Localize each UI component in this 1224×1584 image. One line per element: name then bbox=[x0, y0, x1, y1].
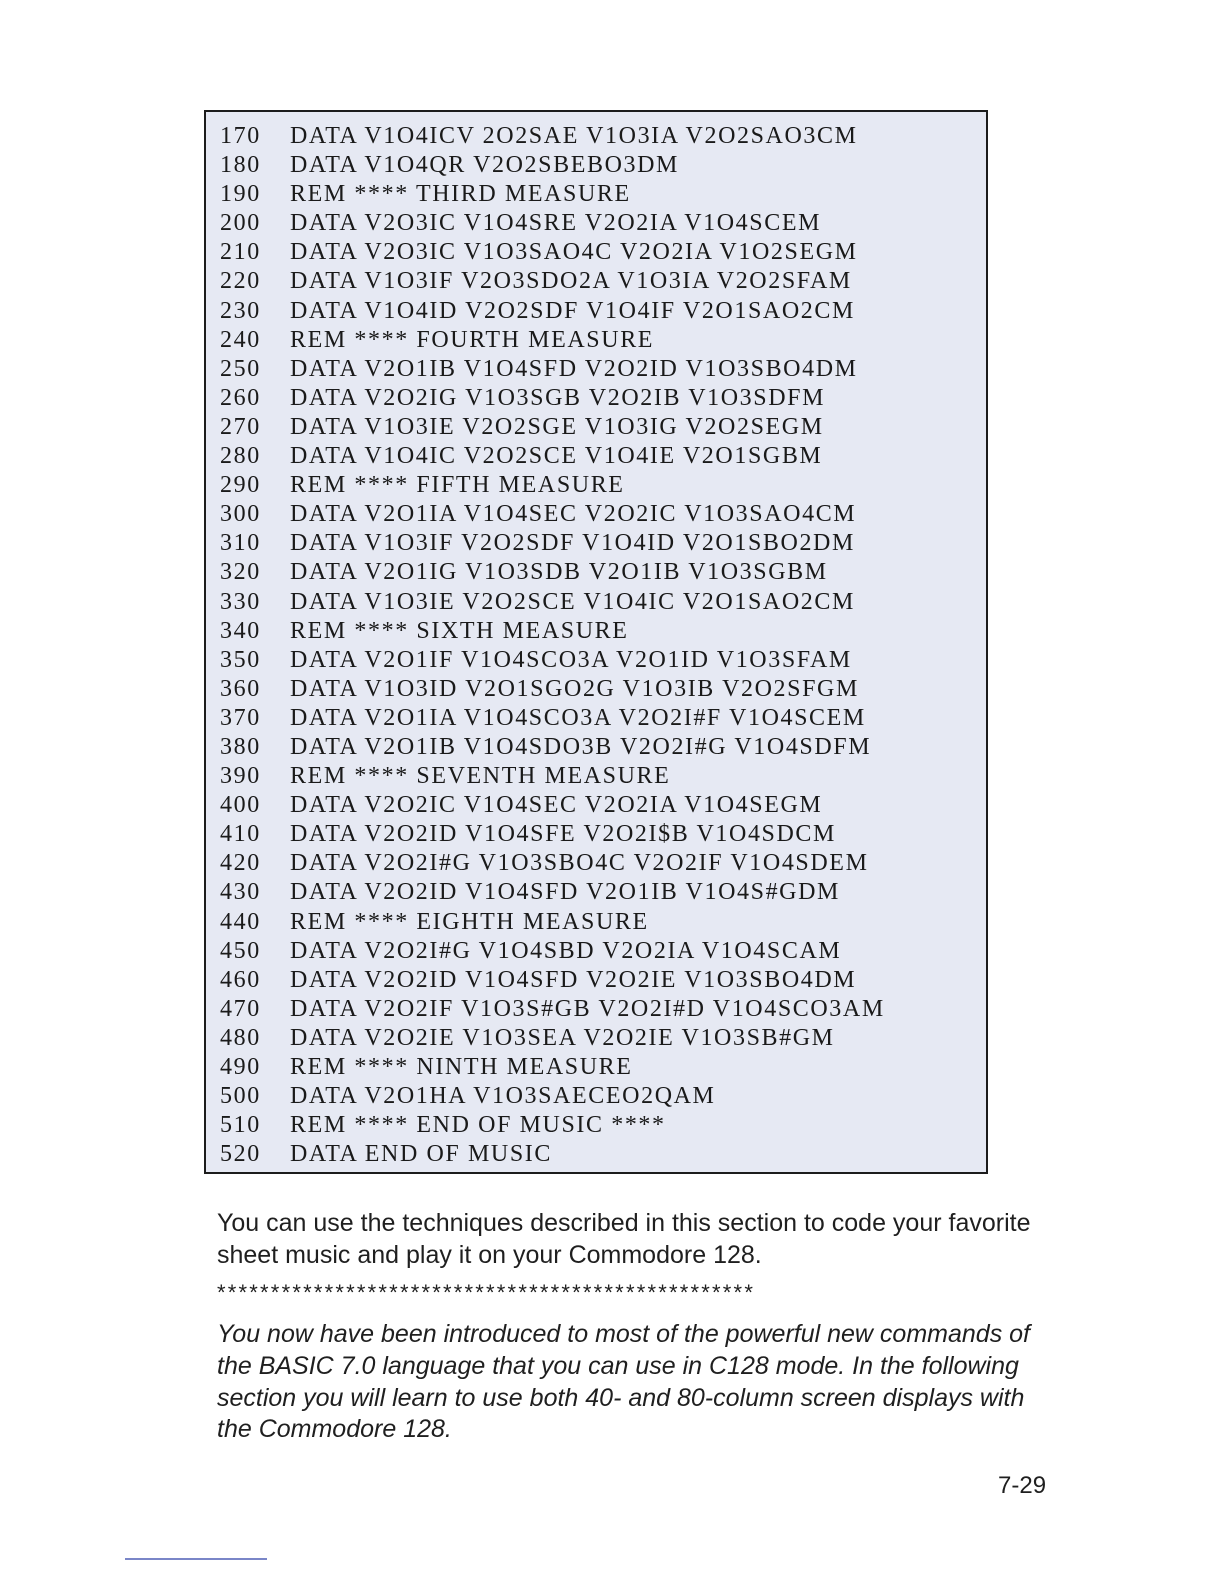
line-statement: DATA V2O2ID V1O4SFD V2O1IB V1O4S#GDM bbox=[290, 879, 840, 906]
line-number: 340 bbox=[220, 617, 261, 644]
line-statement: REM **** FOURTH MEASURE bbox=[290, 326, 655, 353]
line-statement: REM **** END OF MUSIC **** bbox=[290, 1112, 666, 1139]
footer-rule bbox=[125, 1558, 267, 1560]
line-number: 510 bbox=[220, 1112, 261, 1139]
line-statement: DATA V2O2I#G V1O3SBO4C V2O2IF V1O4SDEM bbox=[290, 850, 869, 877]
line-number: 380 bbox=[220, 733, 261, 760]
line-statement: DATA V1O4ICV 2O2SAE V1O3IA V2O2SAO3CM bbox=[290, 123, 858, 149]
code-line bbox=[220, 908, 986, 937]
line-number: 250 bbox=[220, 355, 261, 382]
code-line bbox=[220, 791, 986, 820]
line-statement: DATA V1O3IE V2O2SCE V1O4IC V2O1SAO2CM bbox=[290, 588, 855, 615]
line-statement: DATA V2O2I#G V1O4SBD V2O2IA V1O4SCAM bbox=[290, 937, 842, 964]
code-line bbox=[220, 704, 986, 733]
code-line bbox=[220, 209, 986, 238]
line-number: 360 bbox=[220, 675, 261, 702]
line-statement: DATA V2O1IF V1O4SCO3A V2O1ID V1O3SFAM bbox=[290, 646, 852, 673]
code-line bbox=[220, 442, 986, 471]
line-statement: DATA V2O2IE V1O3SEA V2O2IE V1O3SB#GM bbox=[290, 1024, 835, 1051]
line-number: 470 bbox=[220, 995, 261, 1022]
line-number: 190 bbox=[220, 181, 261, 208]
line-statement: DATA V2O2IG V1O3SGB V2O2IB V1O3SDFM bbox=[290, 384, 826, 411]
page-number: 7-29 bbox=[998, 1472, 1047, 1499]
line-number: 180 bbox=[220, 152, 261, 179]
line-number: 450 bbox=[220, 937, 261, 964]
code-line bbox=[220, 297, 986, 326]
line-number: 490 bbox=[220, 1054, 261, 1080]
line-number: 200 bbox=[220, 210, 261, 237]
line-statement: REM **** FIFTH MEASURE bbox=[290, 472, 625, 499]
line-statement: DATA V2O1IG V1O3SDB V2O1IB V1O3SGBM bbox=[290, 559, 828, 586]
line-number: 290 bbox=[220, 472, 261, 499]
line-number: 240 bbox=[220, 326, 261, 353]
code-line bbox=[220, 675, 986, 704]
line-statement: DATA V2O2IC V1O4SEC V2O2IA V1O4SEGM bbox=[290, 792, 823, 819]
italic-note: You now have been introduced to most of the powerful new commands of the BASIC 7.0 language that you can use in C128 mode. In the following section you will learn to use both 40- and 80-column screen displays with the Commodore 128. bbox=[217, 1320, 1030, 1444]
line-number: 330 bbox=[220, 588, 261, 615]
code-line bbox=[220, 267, 986, 296]
line-statement: DATA V2O1HA V1O3SAECEO2QAM bbox=[290, 1083, 716, 1110]
line-statement: REM **** EIGHTH MEASURE bbox=[290, 908, 649, 935]
code-line bbox=[220, 384, 986, 413]
code-listing bbox=[204, 110, 988, 1174]
code-line bbox=[220, 820, 986, 849]
code-line bbox=[220, 849, 986, 878]
code-line bbox=[220, 471, 986, 500]
line-number: 500 bbox=[220, 1083, 261, 1110]
line-statement: DATA V1O4ID V2O2SDF V1O4IF V2O1SAO2CM bbox=[290, 297, 855, 324]
line-statement: REM **** SEVENTH MEASURE bbox=[290, 763, 671, 790]
code-line bbox=[220, 1140, 986, 1169]
line-number: 430 bbox=[220, 879, 261, 906]
code-line bbox=[220, 413, 986, 442]
line-statement: DATA V1O3ID V2O1SGO2G V1O3IB V2O2SFGM bbox=[290, 675, 859, 702]
line-number: 370 bbox=[220, 704, 261, 731]
code-line bbox=[220, 1024, 986, 1053]
line-number: 420 bbox=[220, 850, 261, 877]
code-line bbox=[220, 995, 986, 1024]
line-statement: DATA V1O4IC V2O2SCE V1O4IE V2O1SGBM bbox=[290, 443, 823, 470]
line-statement: DATA V2O2ID V1O4SFE V2O2I$B V1O4SDCM bbox=[290, 821, 836, 848]
line-statement: DATA V2O2ID V1O4SFD V2O2IE V1O3SBO4DM bbox=[290, 966, 857, 993]
line-statement: DATA V2O2IF V1O3S#GB V2O2I#D V1O4SCO3AM bbox=[290, 995, 885, 1022]
line-number: 220 bbox=[220, 268, 261, 295]
line-statement: DATA V2O3IC V1O3SAO4C V2O2IA V1O2SEGM bbox=[290, 239, 858, 266]
code-line bbox=[220, 122, 986, 151]
line-number: 310 bbox=[220, 530, 261, 557]
line-statement: DATA V1O4QR V2O2SBEBO3DM bbox=[290, 152, 679, 179]
line-statement: REM **** THIRD MEASURE bbox=[290, 181, 631, 208]
line-number: 170 bbox=[220, 123, 261, 149]
code-line bbox=[220, 646, 986, 675]
code-line bbox=[220, 733, 986, 762]
code-line bbox=[220, 588, 986, 617]
line-statement: DATA V1O3IF V2O2SDF V1O4ID V2O1SBO2DM bbox=[290, 530, 855, 557]
line-number: 320 bbox=[220, 559, 261, 586]
code-line bbox=[220, 1111, 986, 1140]
line-statement: DATA V2O1IA V1O4SCO3A V2O2I#F V1O4SCEM bbox=[290, 704, 866, 731]
line-number: 280 bbox=[220, 443, 261, 470]
line-number: 460 bbox=[220, 966, 261, 993]
code-line bbox=[220, 617, 986, 646]
line-number: 300 bbox=[220, 501, 261, 528]
line-number: 520 bbox=[220, 1141, 261, 1168]
code-line bbox=[220, 326, 986, 355]
code-line bbox=[220, 966, 986, 995]
line-number: 390 bbox=[220, 763, 261, 790]
line-statement: DATA END OF MUSIC bbox=[290, 1141, 552, 1168]
body-paragraph: You can use the techniques described in this section to code your favorite sheet music and play it on your Commodore 128. bbox=[217, 1209, 1031, 1269]
line-number: 350 bbox=[220, 646, 261, 673]
code-line bbox=[220, 500, 986, 529]
line-number: 410 bbox=[220, 821, 261, 848]
line-number: 230 bbox=[220, 297, 261, 324]
line-statement: DATA V2O1IB V1O4SFD V2O2ID V1O3SBO4DM bbox=[290, 355, 858, 382]
line-statement: DATA V2O3IC V1O4SRE V2O2IA V1O4SCEM bbox=[290, 210, 822, 237]
line-statement: REM **** NINTH MEASURE bbox=[290, 1054, 633, 1080]
line-statement: DATA V2O1IB V1O4SDO3B V2O2I#G V1O4SDFM bbox=[290, 733, 872, 760]
line-number: 440 bbox=[220, 908, 261, 935]
code-line bbox=[220, 180, 986, 209]
code-line bbox=[220, 878, 986, 907]
line-number: 210 bbox=[220, 239, 261, 266]
code-line bbox=[220, 1082, 986, 1111]
line-number: 480 bbox=[220, 1024, 261, 1051]
line-statement: DATA V2O1IA V1O4SEC V2O2IC V1O3SAO4CM bbox=[290, 501, 857, 528]
line-number: 400 bbox=[220, 792, 261, 819]
line-statement: DATA V1O3IF V2O3SDO2A V1O3IA V2O2SFAM bbox=[290, 268, 852, 295]
code-line bbox=[220, 529, 986, 558]
code-line bbox=[220, 558, 986, 587]
code-line bbox=[220, 151, 986, 180]
code-line bbox=[220, 238, 986, 267]
code-line bbox=[220, 355, 986, 384]
separator-stars: ************************************************** bbox=[217, 1280, 756, 1305]
code-line bbox=[220, 762, 986, 791]
code-line bbox=[220, 937, 986, 966]
line-number: 260 bbox=[220, 384, 261, 411]
line-statement: DATA V1O3IE V2O2SGE V1O3IG V2O2SEGM bbox=[290, 413, 824, 440]
code-line bbox=[220, 1053, 986, 1082]
line-number: 270 bbox=[220, 413, 261, 440]
line-statement: REM **** SIXTH MEASURE bbox=[290, 617, 629, 644]
